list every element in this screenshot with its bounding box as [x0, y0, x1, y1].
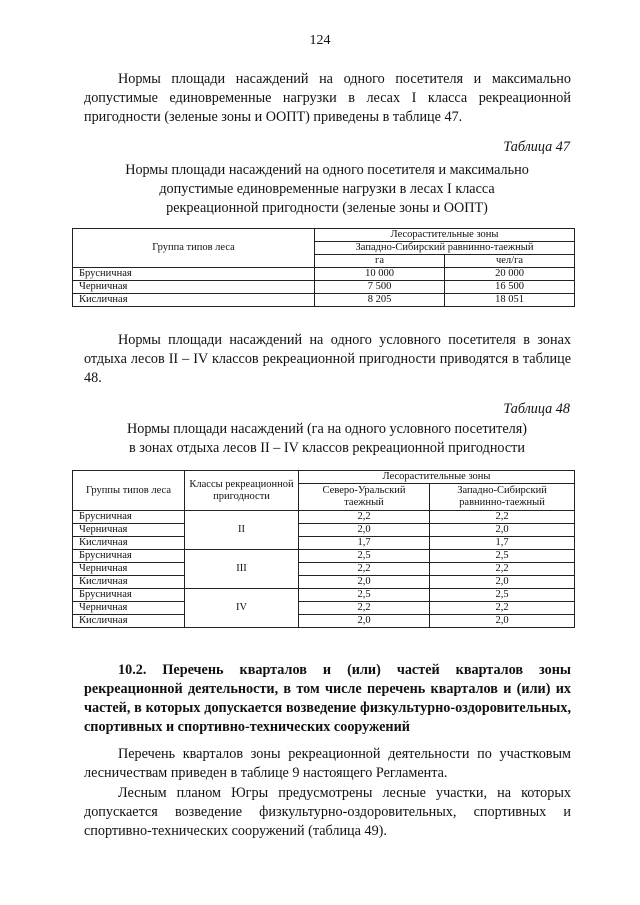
page-number: 124: [309, 33, 331, 48]
table-row: [73, 281, 575, 294]
table-48-header-zone-2: Западно-Сибирский равнинно-таежный: [430, 484, 575, 511]
table-48-header-group: Группы типов леса: [73, 471, 185, 511]
value-zone-2: 2,0: [430, 615, 575, 628]
forest-type: Брусничная: [73, 511, 185, 524]
forest-type: Кисличная: [73, 294, 315, 307]
forest-type: Черничная: [73, 563, 185, 576]
value-zone-2: 2,5: [430, 589, 575, 602]
table-row: [73, 511, 575, 524]
recreation-class: III: [185, 550, 299, 589]
table-47-header-group: Группа типов леса: [73, 229, 315, 268]
table-48-header-zone-1: Северо-Уральский таежный: [299, 484, 430, 511]
table-48: [72, 470, 575, 628]
value-zone-1: 2,2: [299, 511, 430, 524]
table-47-header-zones: Лесорастительные зоны: [315, 229, 575, 242]
table-47-title-line: рекреационной пригодности (зеленые зоны и ООПТ): [166, 200, 488, 216]
value-zone-2: 2,2: [430, 602, 575, 615]
value-zone-2: 2,5: [430, 550, 575, 563]
table-row: [73, 589, 575, 602]
forest-type: Кисличная: [73, 537, 185, 550]
value-zone-2: 1,7: [430, 537, 575, 550]
value-ha: 8 205: [315, 294, 445, 307]
table-47-title-line: допустимые единовременные нагрузки в лесах I класса: [159, 181, 495, 197]
value-zone-1: 2,2: [299, 602, 430, 615]
table-47-caption: Таблица 47: [503, 139, 570, 155]
forest-type: Брусничная: [73, 268, 315, 281]
table-47-header-zone-name: Западно-Сибирский равнинно-таежный: [315, 242, 575, 255]
table-row: [73, 615, 575, 628]
final-paragraph-2: Лесным планом Югры предусмотрены лесные участки, на которых допускается возведение физкультурно-оздоровительных, спортивных и спортивно-технических сооружений (таблица 49).: [84, 785, 571, 839]
value-ha: 7 500: [315, 281, 445, 294]
forest-type: Брусничная: [73, 589, 185, 602]
value-zone-2: 2,0: [430, 576, 575, 589]
value-zone-2: 2,2: [430, 563, 575, 576]
table-48-caption: Таблица 48: [503, 401, 570, 417]
table-row: [73, 602, 575, 615]
table-row: [73, 537, 575, 550]
table-row: [73, 294, 575, 307]
table-row: [73, 576, 575, 589]
table-row: [73, 550, 575, 563]
table-47-title: [84, 161, 570, 218]
final-paragraph-1: Перечень кварталов зоны рекреационной деятельности по участковым лесничествам приведен в таблице 9 настоящего Регламента.: [84, 746, 571, 781]
value-zone-1: 2,5: [299, 589, 430, 602]
value-people: 20 000: [445, 268, 575, 281]
forest-type: Кисличная: [73, 615, 185, 628]
table-48-title-line: в зонах отдыха лесов II – IV классов рекреационной пригодности: [129, 440, 525, 456]
intro-paragraph: Нормы площади насаждений на одного посетителя и максимально допустимые единовременные нагрузки в лесах I класса рекреационной пригодности (зеленые зоны и ООПТ) приведены в таблице 47.: [84, 71, 571, 125]
value-zone-1: 2,2: [299, 563, 430, 576]
table-row: [73, 563, 575, 576]
recreation-class: II: [185, 511, 299, 550]
table-row: [73, 524, 575, 537]
recreation-class: IV: [185, 589, 299, 628]
forest-type: Брусничная: [73, 550, 185, 563]
value-zone-1: 2,0: [299, 576, 430, 589]
value-zone-2: 2,0: [430, 524, 575, 537]
table-48-header-class: Классы рекреационной пригодности: [185, 471, 299, 511]
table-48-header-zones: Лесорастительные зоны: [299, 471, 575, 484]
table-48-title-line: Нормы площади насаждений (га на одного условного посетителя): [127, 421, 527, 437]
forest-type: Черничная: [73, 602, 185, 615]
value-people: 18 051: [445, 294, 575, 307]
value-zone-2: 2,2: [430, 511, 575, 524]
table-47-header-unit-people: чел/га: [445, 255, 575, 268]
value-zone-1: 1,7: [299, 537, 430, 550]
value-people: 16 500: [445, 281, 575, 294]
middle-paragraph: Нормы площади насаждений на одного условного посетителя в зонах отдыха лесов II – IV классов рекреационной пригодности приводятся в таблице 48.: [84, 332, 571, 386]
table-47-title-line: Нормы площади насаждений на одного посетителя и максимально: [125, 162, 529, 178]
value-ha: 10 000: [315, 268, 445, 281]
forest-type: Черничная: [73, 524, 185, 537]
value-zone-1: 2,5: [299, 550, 430, 563]
forest-type: Черничная: [73, 281, 315, 294]
forest-type: Кисличная: [73, 576, 185, 589]
value-zone-1: 2,0: [299, 615, 430, 628]
table-47: [72, 228, 575, 307]
table-48-title: [84, 420, 570, 458]
table-47-header-unit-ha: га: [315, 255, 445, 268]
value-zone-1: 2,0: [299, 524, 430, 537]
section-heading: 10.2. Перечень кварталов и (или) частей кварталов зоны рекреационной деятельности, в том числе перечень кварталов и (или) их частей, в которых допускается возведение физкультурно-оздоровительных, спортивных и спортивно-технических сооружений: [84, 662, 571, 735]
table-row: [73, 268, 575, 281]
